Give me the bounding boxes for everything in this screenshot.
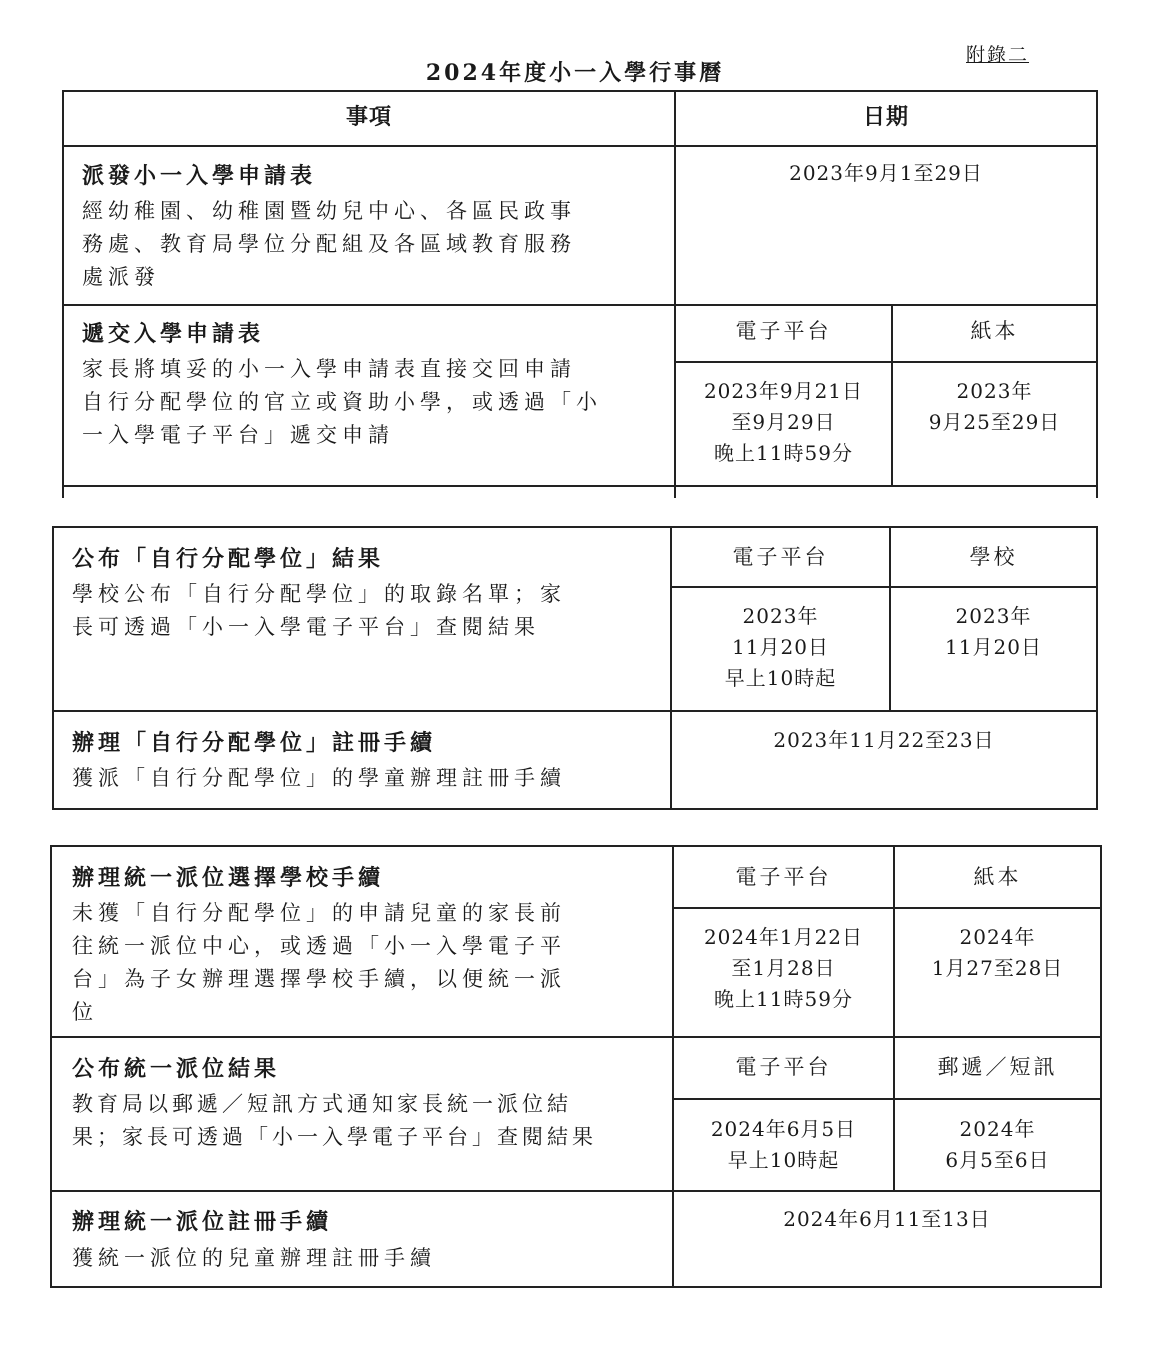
event-date: 2023年9月1至29日 — [789, 161, 983, 185]
event-date-electronic — [674, 1114, 893, 1176]
event-date-paper — [895, 922, 1100, 984]
date-line: 2023年 — [955, 604, 1032, 628]
event-date-electronic — [676, 376, 891, 469]
date-line: 晚上11時59分 — [714, 987, 853, 1011]
event-title: 遞交入學申請表 — [82, 321, 265, 347]
date-line: 1月27至28日 — [931, 956, 1064, 980]
desc-line: 未獲「自行分配學位」的申請兒童的家長前 — [72, 901, 566, 925]
event-description — [82, 195, 576, 294]
event-title: 辦理「自行分配學位」註冊手續 — [72, 730, 437, 756]
date-line: 2024年1月22日 — [703, 925, 864, 949]
date-line: 至9月29日 — [731, 410, 836, 434]
event-date: 2023年11月22至23日 — [773, 728, 995, 752]
date-line: 早上10時起 — [724, 666, 837, 690]
desc-line: 位 — [72, 1000, 98, 1024]
event-title: 公布「自行分配學位」結果 — [72, 546, 385, 572]
event-date-school — [891, 601, 1096, 663]
date-line: 2023年 — [956, 379, 1033, 403]
event-date-post-sms — [895, 1114, 1100, 1176]
date-line: 9月25至29日 — [928, 410, 1061, 434]
date-line: 11月20日 — [732, 635, 829, 659]
column-header-date: 日期 — [862, 104, 909, 130]
sub-header-school: 學校 — [969, 545, 1018, 569]
desc-line: 一入學電子平台」遞交申請 — [82, 423, 394, 447]
event-description — [72, 897, 566, 1029]
event-description — [82, 353, 602, 452]
sub-header-post-sms: 郵遞／短訊 — [937, 1055, 1058, 1079]
desc-line: 家長將填妥的小一入學申請表直接交回申請 — [82, 357, 576, 381]
desc-line: 往統一派位中心，或透過「小一入學電子平 — [72, 934, 566, 958]
sub-header-electronic: 電子平台 — [735, 865, 832, 889]
desc-line: 長可透過「小一入學電子平台」查閱結果 — [72, 615, 540, 639]
date-line: 6月5至6日 — [945, 1148, 1050, 1172]
date-line: 2023年9月21日 — [703, 379, 864, 403]
event-date-electronic — [672, 601, 889, 694]
event-date-paper — [893, 376, 1096, 438]
event-title: 派發小一入學申請表 — [82, 163, 317, 189]
desc-line: 務處、教育局學位分配組及各區域教育服務 — [82, 232, 576, 256]
desc-line: 處派發 — [82, 265, 160, 289]
page-title: 2024年度小一入學行事曆 — [425, 60, 725, 86]
date-line: 2023年 — [742, 604, 819, 628]
desc-line: 教育局以郵遞／短訊方式通知家長統一派位結 — [72, 1092, 572, 1116]
desc-line: 自行分配學位的官立或資助小學，或透過「小 — [82, 390, 602, 414]
desc-line: 學校公布「自行分配學位」的取錄名單；家 — [72, 582, 566, 606]
column-header-item: 事項 — [345, 104, 392, 130]
event-date: 2024年6月11至13日 — [783, 1207, 991, 1231]
event-description — [72, 578, 566, 644]
event-description — [72, 1242, 436, 1275]
date-line: 早上10時起 — [727, 1148, 840, 1172]
sub-header-paper: 紙本 — [970, 319, 1019, 343]
sub-header-electronic: 電子平台 — [735, 319, 832, 343]
appendix-label: 附錄二 — [966, 44, 1030, 66]
date-line: 至1月28日 — [731, 956, 836, 980]
desc-line: 果；家長可透過「小一入學電子平台」查閱結果 — [72, 1125, 597, 1149]
desc-line: 獲統一派位的兒童辦理註冊手續 — [72, 1246, 436, 1270]
date-line: 11月20日 — [945, 635, 1042, 659]
date-line: 晚上11時59分 — [714, 441, 853, 465]
desc-line: 台」為子女辦理選擇學校手續，以便統一派 — [72, 967, 566, 991]
event-description — [72, 762, 566, 795]
event-title: 公布統一派位結果 — [72, 1056, 281, 1082]
sub-header-electronic: 電子平台 — [732, 545, 829, 569]
date-line: 2024年 — [959, 1117, 1036, 1141]
sub-header-electronic: 電子平台 — [735, 1055, 832, 1079]
date-line: 2024年 — [959, 925, 1036, 949]
sub-header-paper: 紙本 — [973, 865, 1022, 889]
desc-line: 經幼稚園、幼稚園暨幼兒中心、各區民政事 — [82, 199, 576, 223]
event-title: 辦理統一派位註冊手續 — [72, 1209, 333, 1235]
date-line: 2024年6月5日 — [710, 1117, 857, 1141]
event-date-electronic — [674, 922, 893, 1015]
event-description — [72, 1088, 597, 1154]
desc-line: 獲派「自行分配學位」的學童辦理註冊手續 — [72, 766, 566, 790]
event-title: 辦理統一派位選擇學校手續 — [72, 865, 385, 891]
